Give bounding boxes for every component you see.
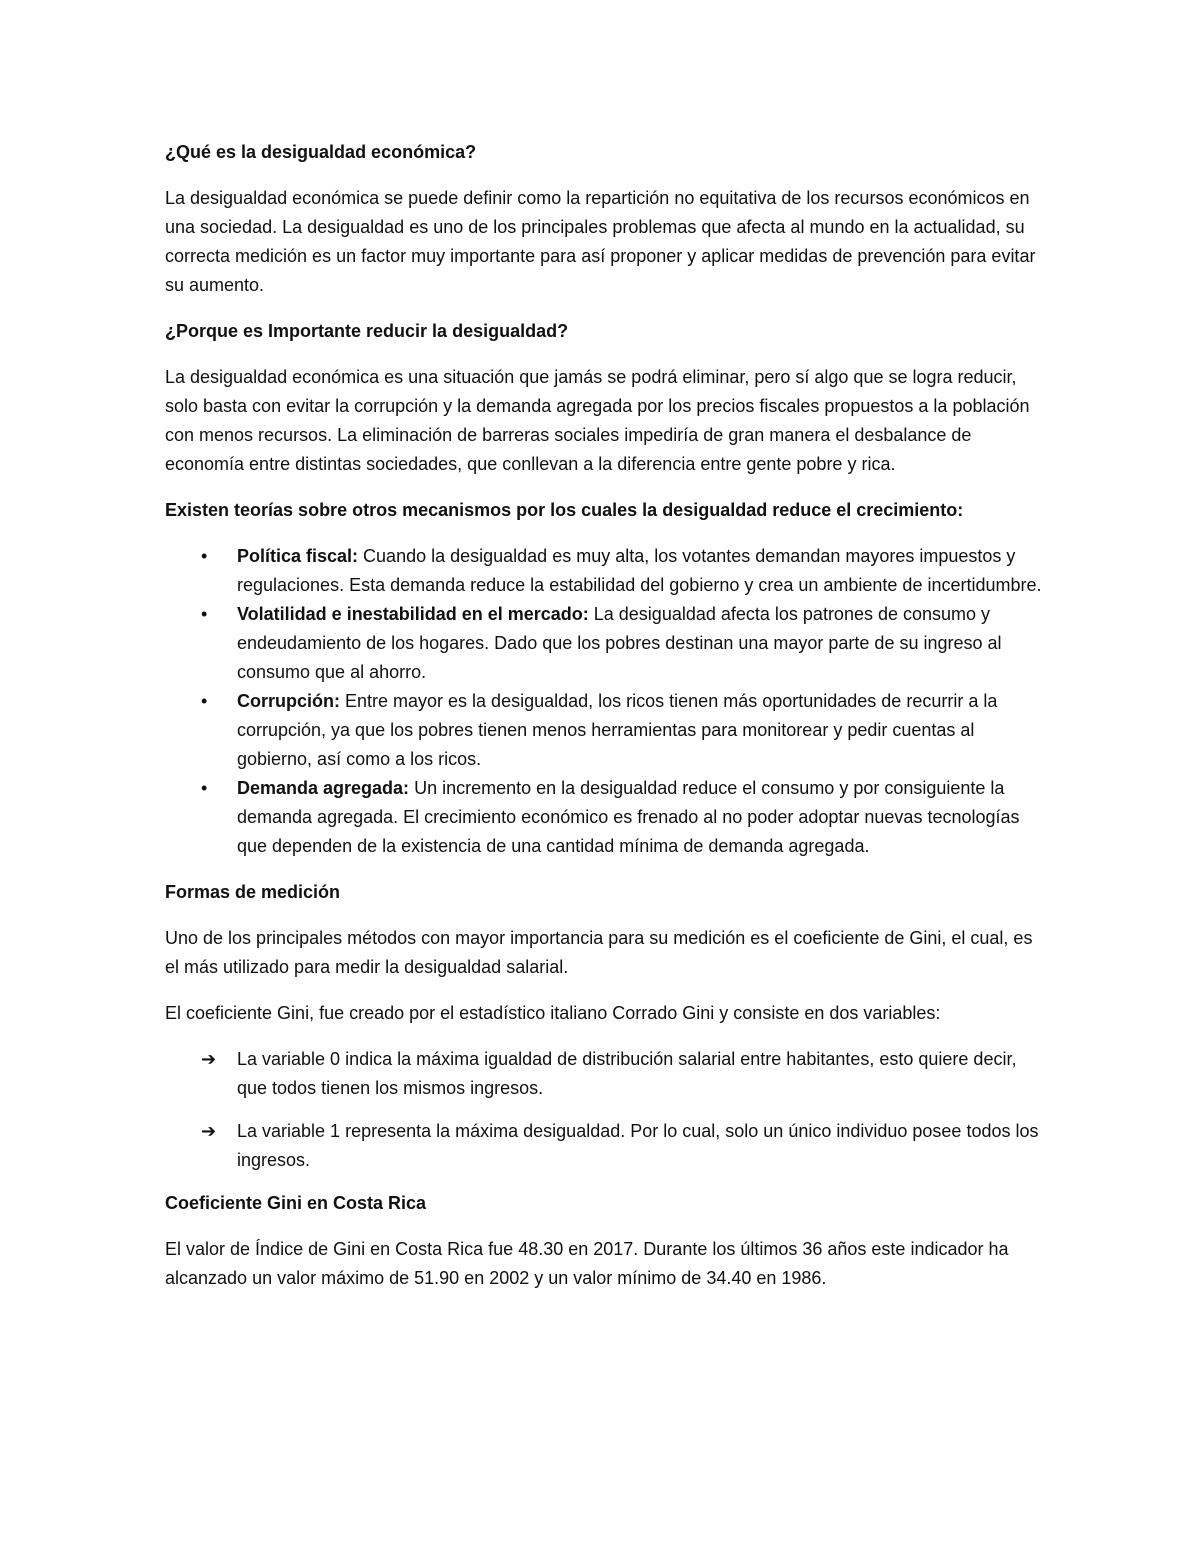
mechanisms-list — [165, 542, 1045, 861]
paragraph-definition: La desigualdad económica se puede definir como la repartición no equitativa de los recursos económicos en una sociedad. La desigualdad es uno de los principales problemas que afecta al mundo en la actualidad, su correcta medición es un factor muy importante para así proponer y aplicar medidas de prevención para evitar su aumento. — [165, 188, 1036, 295]
list-item-text: Entre mayor es la desigualdad, los ricos tienen más oportunidades de recurrir a la corrupción, ya que los pobres tienen menos herramientas para monitorear y pedir cuentas al gobierno, así como a los ricos. — [237, 691, 998, 769]
document-body — [165, 138, 1045, 1310]
list-item — [165, 687, 1045, 774]
heading-mechanisms: Existen teorías sobre otros mecanismos por los cuales la desigualdad reduce el crecimiento: — [165, 500, 964, 520]
paragraph-gini-method: Uno de los principales métodos con mayor importancia para su medición es el coeficiente de Gini, el cual, es el más utilizado para medir la desigualdad salarial. — [165, 928, 1033, 977]
list-item-text: La variable 1 representa la máxima desigualdad. Por lo cual, solo un único individuo posee todos los ingresos. — [237, 1121, 1039, 1170]
list-item-term: Corrupción: — [237, 691, 340, 711]
list-item-text: La variable 0 indica la máxima igualdad de distribución salarial entre habitantes, esto quiere decir, que todos tienen los mismos ingresos. — [237, 1049, 1017, 1098]
arrow-right-icon: ➔ — [201, 1049, 217, 1069]
heading-gini-costa-rica: Coeficiente Gini en Costa Rica — [165, 1193, 427, 1213]
bullet-icon: • — [201, 778, 208, 798]
list-item-text: La desigualdad afecta los patrones de consumo y endeudamiento de los hogares. Dado que los pobres destinan una mayor parte de su ingreso al consumo que al ahorro. — [237, 604, 1002, 682]
list-item — [165, 600, 1045, 687]
bullet-icon: • — [201, 546, 208, 566]
list-item-term: Demanda agregada: — [237, 778, 410, 798]
list-item-term: Volatilidad e inestabilidad en el mercado: — [237, 604, 589, 624]
paragraph-gini-costa-rica: El valor de Índice de Gini en Costa Rica fue 48.30 en 2017. Durante los últimos 36 años este indicador ha alcanzado un valor máximo de 51.90 en 2002 y un valor mínimo de 34.40 en 1986. — [165, 1239, 1009, 1288]
paragraph-gini-origin: El coeficiente Gini, fue creado por el estadístico italiano Corrado Gini y consiste en dos variables: — [165, 1003, 941, 1023]
heading-why-reduce: ¿Porque es Importante reducir la desigualdad? — [165, 321, 569, 341]
bullet-icon: • — [201, 604, 208, 624]
list-item-text: Cuando la desigualdad es muy alta, los votantes demandan mayores impuestos y regulaciones. Esta demanda reduce la estabilidad del gobierno y crea un ambiente de incertidumbre. — [237, 546, 1042, 595]
list-item — [165, 1117, 1045, 1175]
heading-what-is-inequality: ¿Qué es la desigualdad económica? — [165, 142, 477, 162]
heading-measurement: Formas de medición — [165, 882, 341, 902]
paragraph-why-reduce: La desigualdad económica es una situación que jamás se podrá eliminar, pero sí algo que se logra reducir, solo basta con evitar la corrupción y la demanda agregada por los precios fiscales propuestos a la población con menos recursos. La eliminación de barreras sociales impediría de gran manera el desbalance de economía entre distintas sociedades, que conllevan a la diferencia entre gente pobre y rica. — [165, 367, 1030, 474]
gini-variables-list — [165, 1045, 1045, 1175]
list-item — [165, 1045, 1045, 1103]
list-item — [165, 774, 1045, 861]
bullet-icon: • — [201, 691, 208, 711]
list-item-term: Política fiscal: — [237, 546, 359, 566]
list-item — [165, 542, 1045, 600]
list-item-text: Un incremento en la desigualdad reduce el consumo y por consiguiente la demanda agregada. El crecimiento económico es frenado al no poder adoptar nuevas tecnologías que dependen de la existencia de una cantidad mínima de demanda agregada. — [237, 778, 1020, 856]
arrow-right-icon: ➔ — [201, 1121, 217, 1141]
